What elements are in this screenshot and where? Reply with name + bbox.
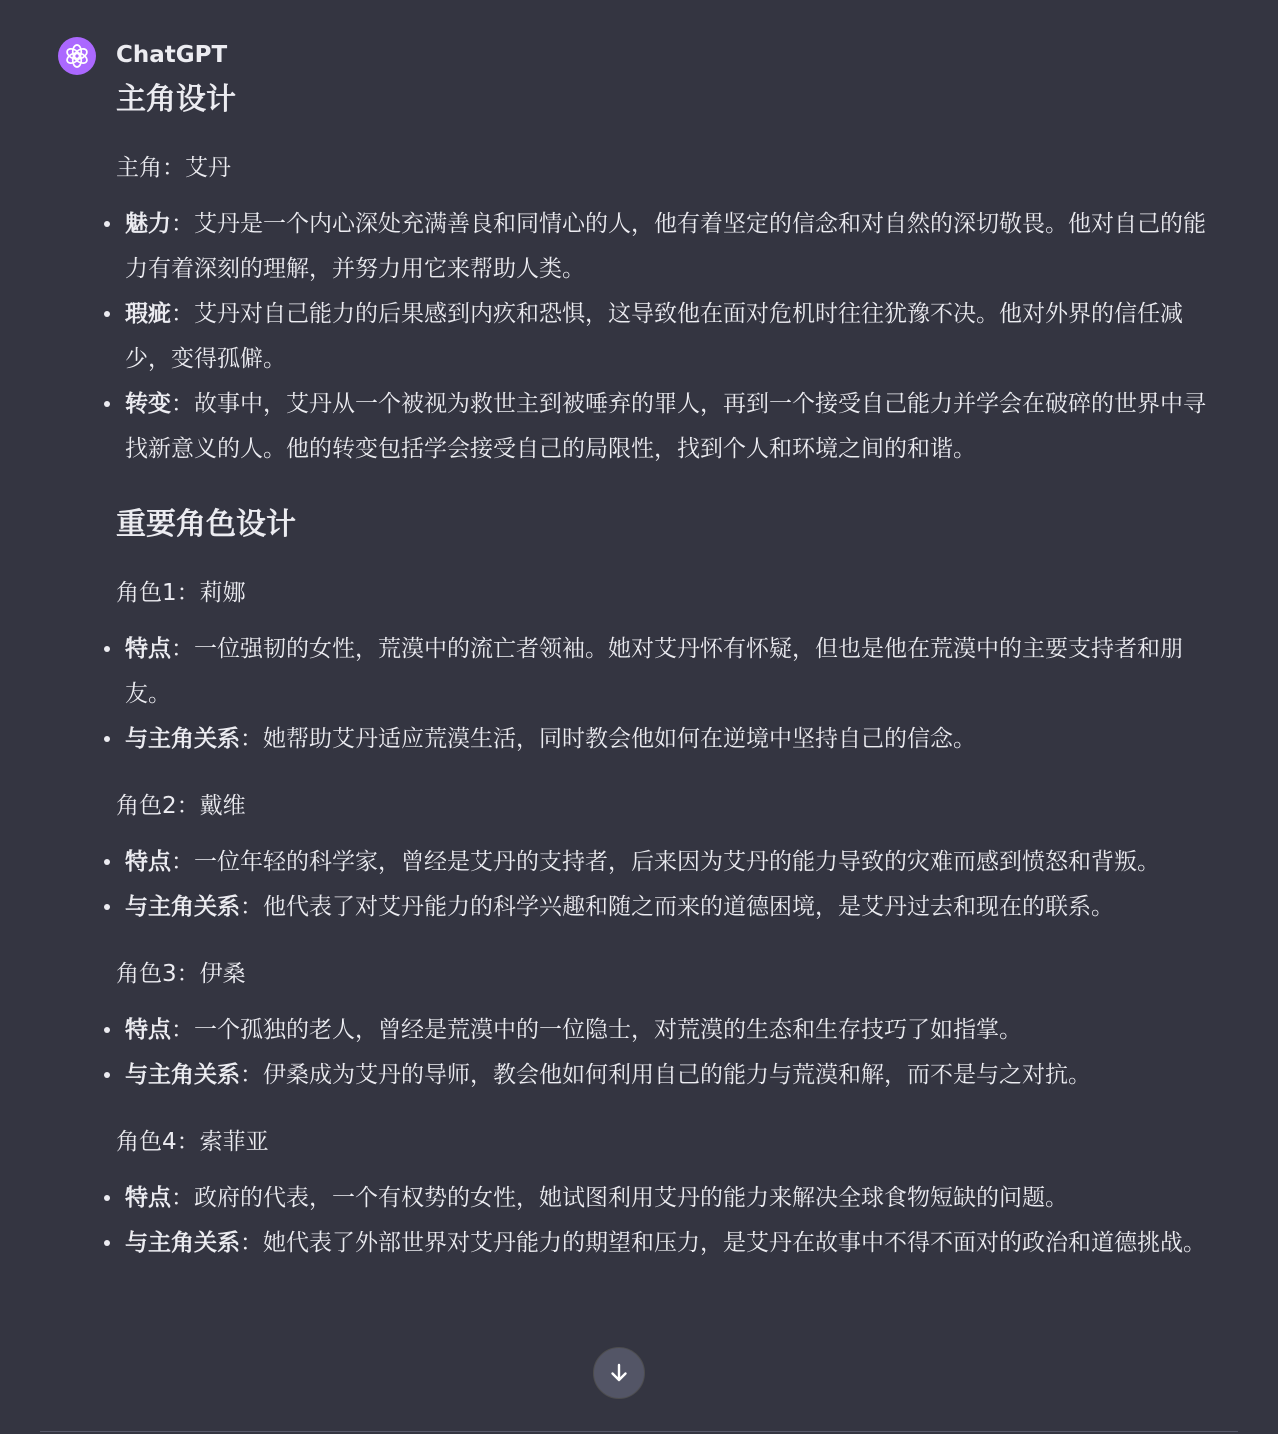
role-traits	[116, 1008, 1206, 1098]
protagonist-subtitle: 主角：艾丹	[116, 155, 231, 181]
list-item: 瑕疵：艾丹对自己能力的后果感到内疚和恐惧，这导致他在面对危机时往往犹豫不决。他对外界的信任减少，变得孤僻。	[116, 292, 1206, 382]
important-roles-heading: 重要角色设计	[116, 507, 296, 542]
chatgpt-avatar	[58, 37, 96, 75]
list-item: 与主角关系：她帮助艾丹适应荒漠生活，同时教会他如何在逆境中坚持自己的信念。	[116, 717, 1206, 762]
role-title: 角色4：索菲亚	[116, 1129, 269, 1155]
openai-logo-icon	[64, 43, 90, 69]
role-title: 角色1：莉娜	[116, 580, 246, 606]
role-title: 角色3：伊桑	[116, 961, 246, 987]
composer-divider	[40, 1431, 1238, 1432]
protagonist-traits	[116, 202, 1206, 472]
list-item: 与主角关系：她代表了外部世界对艾丹能力的期望和压力，是艾丹在故事中不得不面对的政治和道德挑战。	[116, 1221, 1206, 1266]
role-title: 角色2：戴维	[116, 793, 246, 819]
role-traits	[116, 1176, 1206, 1266]
message-content	[116, 78, 1206, 1266]
list-item: 魅力：艾丹是一个内心深处充满善良和同情心的人，他有着坚定的信念和对自然的深切敬畏。他对自己的能力有着深刻的理解，并努力用它来帮助人类。	[116, 202, 1206, 292]
protagonist-heading: 主角设计	[116, 82, 236, 117]
scroll-to-bottom-button[interactable]	[593, 1347, 645, 1399]
list-item: 特点：一个孤独的老人，曾经是荒漠中的一位隐士，对荒漠的生态和生存技巧了如指掌。	[116, 1008, 1206, 1053]
list-item: 与主角关系：他代表了对艾丹能力的科学兴趣和随之而来的道德困境，是艾丹过去和现在的联系。	[116, 885, 1206, 930]
list-item: 特点：一位强韧的女性，荒漠中的流亡者领袖。她对艾丹怀有怀疑，但也是他在荒漠中的主要支持者和朋友。	[116, 627, 1206, 717]
list-item: 与主角关系：伊桑成为艾丹的导师，教会他如何利用自己的能力与荒漠和解，而不是与之对抗。	[116, 1053, 1206, 1098]
message-sender: ChatGPT	[116, 42, 228, 68]
role-traits	[116, 840, 1206, 930]
list-item: 特点：政府的代表，一个有权势的女性，她试图利用艾丹的能力来解决全球食物短缺的问题。	[116, 1176, 1206, 1221]
list-item: 特点：一位年轻的科学家，曾经是艾丹的支持者，后来因为艾丹的能力导致的灾难而感到愤怒和背叛。	[116, 840, 1206, 885]
role-traits	[116, 627, 1206, 762]
list-item: 转变：故事中，艾丹从一个被视为救世主到被唾弃的罪人，再到一个接受自己能力并学会在破碎的世界中寻找新意义的人。他的转变包括学会接受自己的局限性，找到个人和环境之间的和谐。	[116, 382, 1206, 472]
arrow-down-icon	[607, 1361, 631, 1385]
